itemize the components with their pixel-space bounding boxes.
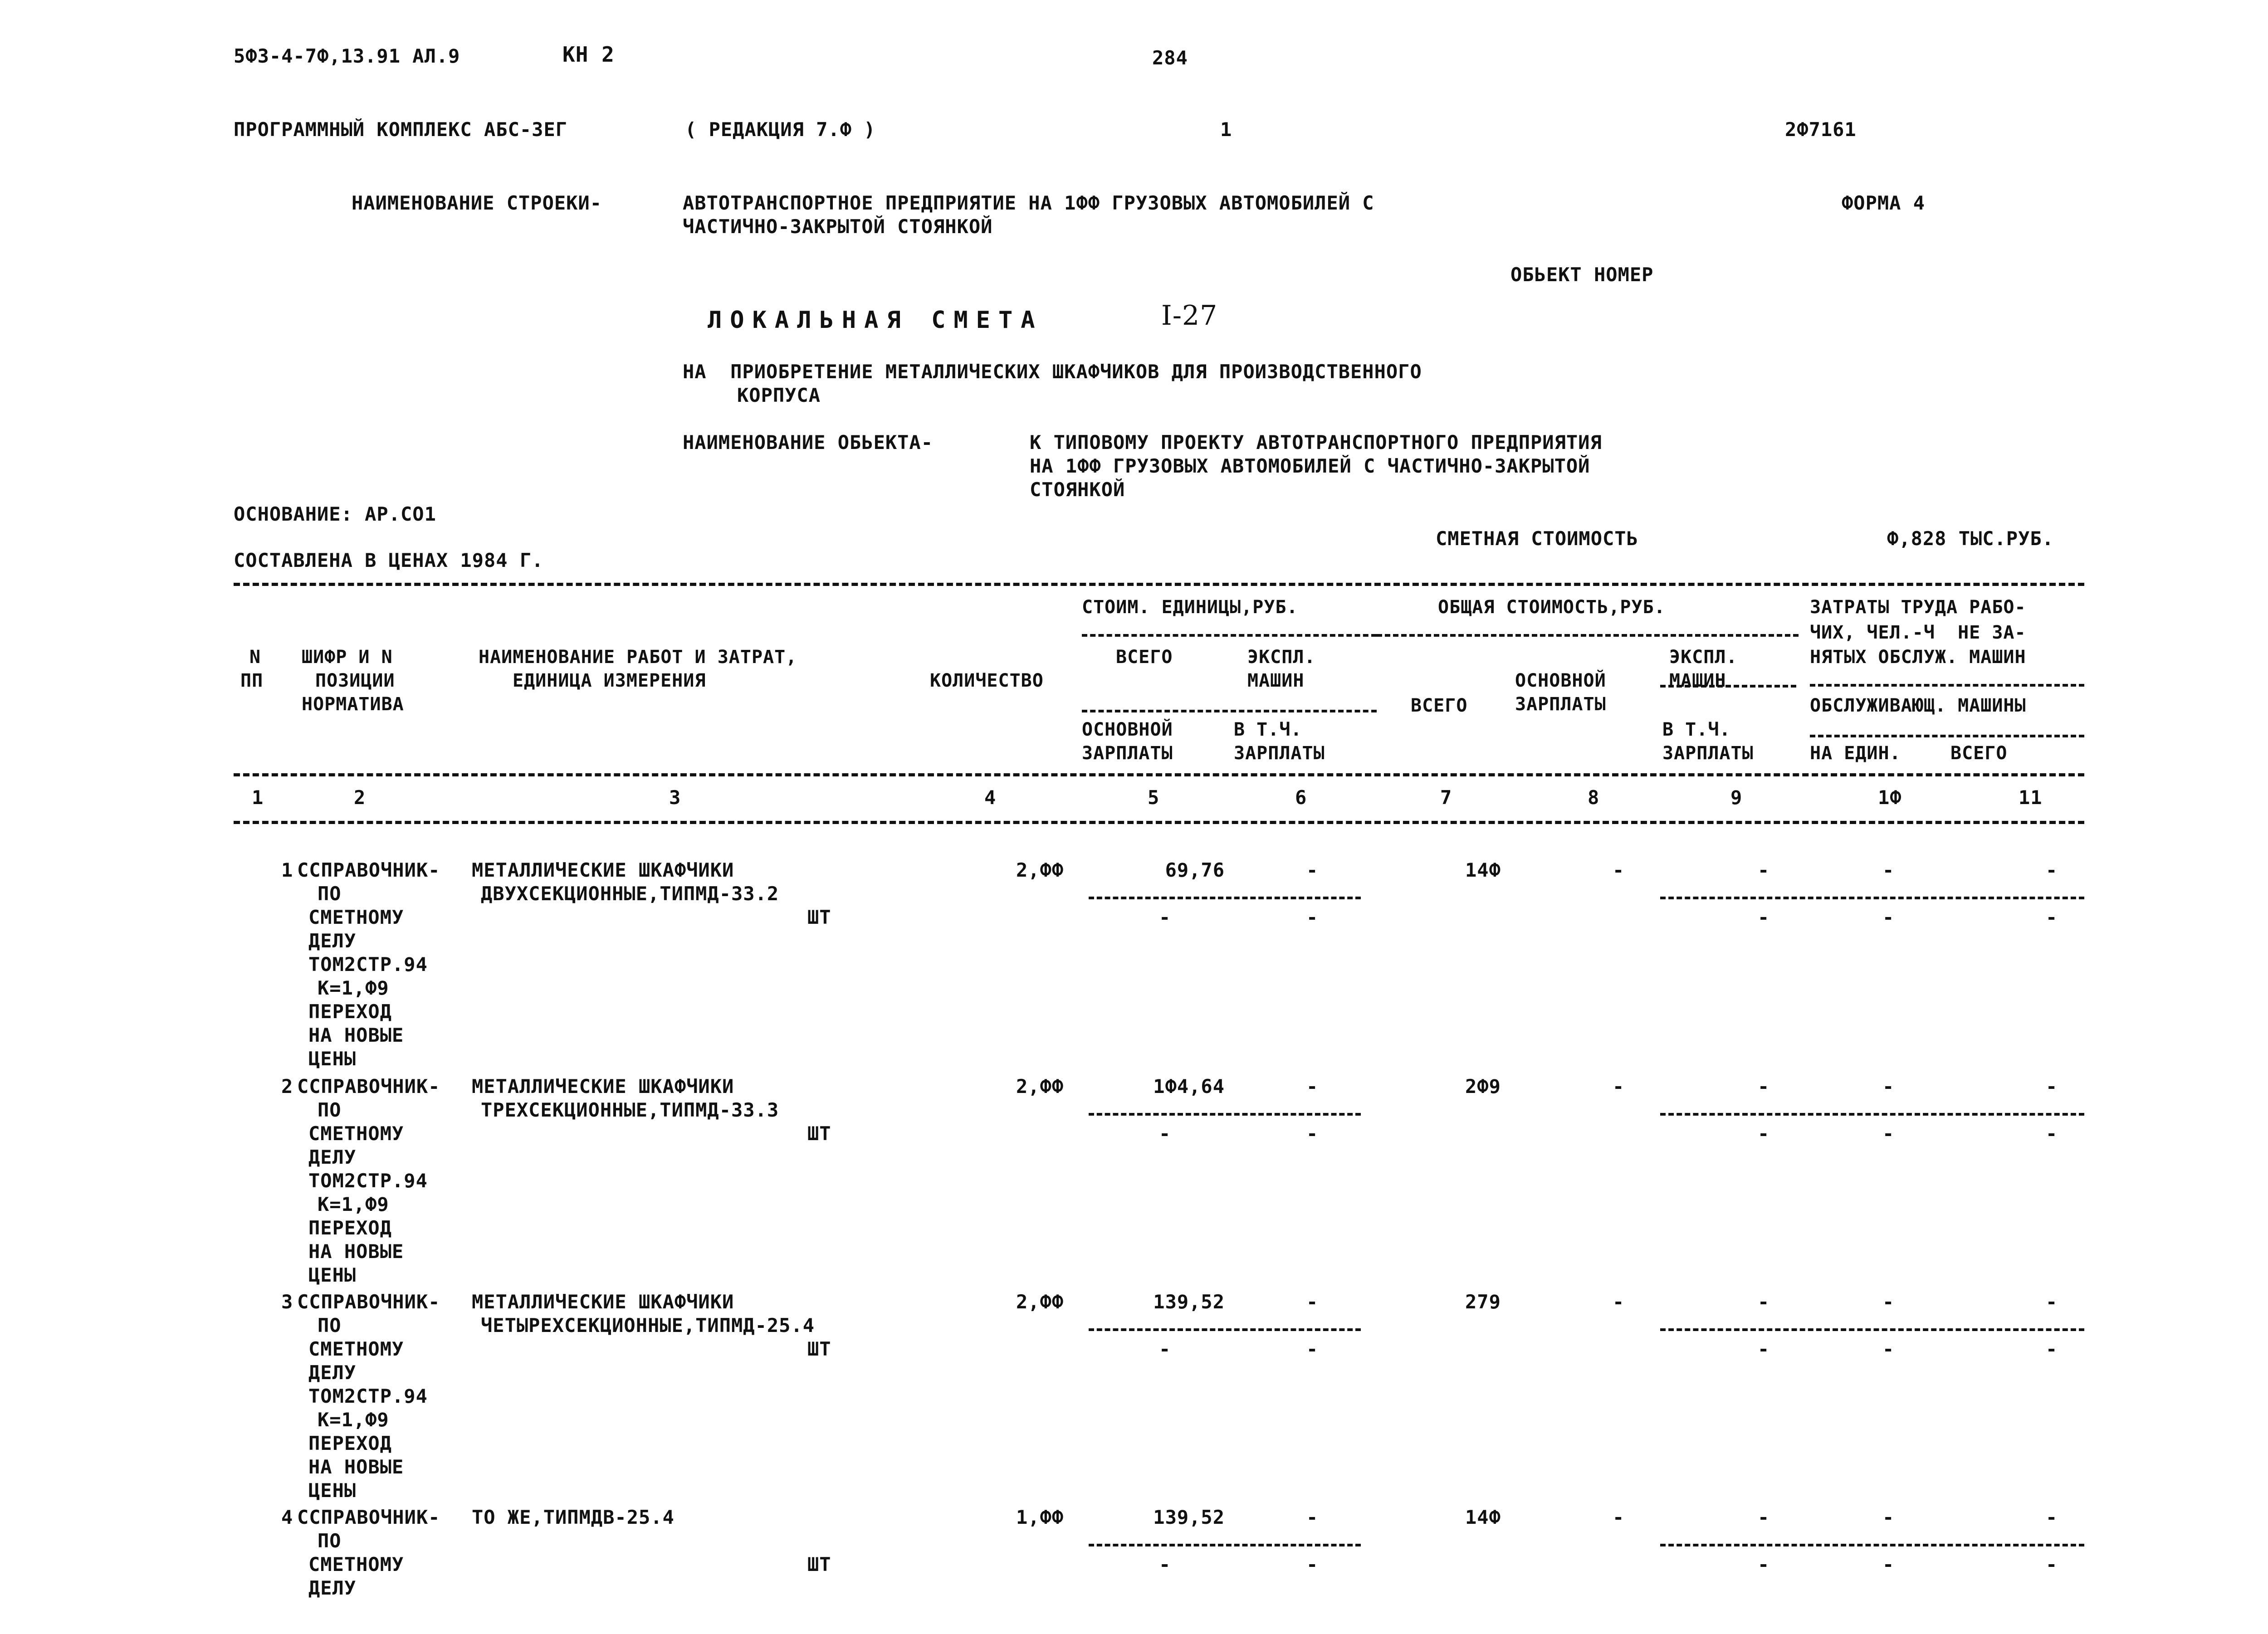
row-rule [1089, 1113, 1361, 1116]
row-rule [1660, 897, 2084, 899]
row-total: 2Ф9 [1465, 1075, 1501, 1097]
row-item-name: МЕТАЛЛИЧЕСКИЕ ШКАФЧИКИ [472, 859, 734, 881]
program-name: ПРОГРАММНЫЙ КОМПЛЕКС АБС-ЗЕГ [234, 118, 568, 141]
subject-line1: НА ПРИОБРЕТЕНИЕ МЕТАЛЛИЧЕСКИХ ШКАФЧИКОВ ДЛЯ ПРОИЗВОДСТВЕННОГО [683, 361, 1422, 383]
row-number: 2 [281, 1075, 293, 1097]
col-labor-line3: НЯТЫХ ОБСЛУЖ. МАШИН [1810, 647, 2026, 668]
row-number: 1 [281, 859, 293, 881]
row-source-line: ССПРАВОЧНИК- [297, 1291, 440, 1313]
column-number: 8 [1588, 786, 1600, 809]
col-total-basic-line1: ОСНОВНОЙ [1515, 670, 1606, 691]
program-edition: ( РЕДАКЦИЯ 7.Ф ) [685, 118, 876, 141]
subject-line2: КОРПУСА [737, 384, 821, 406]
row-source-line: ЦЕНЫ [308, 1048, 357, 1070]
row-rule [1660, 1544, 2084, 1546]
row-quantity: 2,ФФ [1016, 1291, 1064, 1313]
row-labor-total-lower: - [2046, 1338, 2058, 1360]
basis: ОСНОВАНИЕ: АР.СО1 [234, 503, 436, 525]
row-unit: ШТ [807, 1338, 831, 1360]
row-total-incl: - [1758, 1338, 1770, 1360]
row-total-basic: - [1613, 859, 1625, 881]
row-total-incl: - [1758, 1122, 1770, 1145]
col-unit-expl-line2: МАШИН [1247, 670, 1305, 691]
column-number: 4 [984, 786, 997, 809]
col-labor-unit: НА ЕДИН. [1810, 743, 1901, 764]
col-total-expl-line2: МАШИН [1669, 670, 1726, 691]
col-cipher-line1: ШИФР И N [302, 647, 393, 668]
row-unit-incl: - [1306, 1122, 1319, 1145]
col-unit-basic-line1: ОСНОВНОЙ [1082, 719, 1173, 740]
row-total: 279 [1465, 1291, 1501, 1313]
col-cipher-line2: ПОЗИЦИИ [315, 670, 395, 691]
row-unit-basic: - [1159, 1338, 1171, 1360]
construction-name-line2: ЧАСТИЧНО-ЗАКРЫТОЙ СТОЯНКОЙ [683, 215, 993, 238]
estimate-number: I-27 [1161, 300, 1218, 332]
row-source-line: ПЕРЕХОД [308, 1432, 392, 1454]
row-labor-total: - [2046, 1506, 2058, 1528]
row-source-line: К=1,Ф9 [318, 1409, 389, 1431]
header-rule [234, 821, 2084, 824]
row-unit-expl: - [1306, 1291, 1319, 1313]
row-total-expl: - [1758, 859, 1770, 881]
col-n: N [249, 647, 261, 668]
row-total-basic: - [1613, 1291, 1625, 1313]
row-rule [1089, 1328, 1361, 1331]
row-unit-incl: - [1306, 906, 1319, 928]
row-total: 14Ф [1465, 859, 1501, 881]
row-number: 4 [281, 1506, 293, 1528]
row-unit-incl: - [1306, 1338, 1319, 1360]
row-labor-total: - [2046, 1291, 2058, 1313]
row-item-name: МЕТАЛЛИЧЕСКИЕ ШКАФЧИКИ [472, 1291, 734, 1313]
column-number: 2 [354, 786, 366, 809]
object-name-line3: СТОЯНКОЙ [1030, 478, 1125, 501]
row-unit-basic: - [1159, 1122, 1171, 1145]
row-total-expl: - [1758, 1075, 1770, 1097]
row-source-line: НА НОВЫЕ [308, 1024, 404, 1046]
col-unit-basic-line2: ЗАРПЛАТЫ [1082, 743, 1173, 764]
row-source-line: ПО [318, 1314, 342, 1336]
cost-label: СМЕТНАЯ СТОИМОСТЬ [1436, 527, 1638, 550]
col-total-all: ВСЕГО [1411, 695, 1468, 716]
row-unit-total: 1Ф4,64 [1153, 1075, 1225, 1097]
col-labor-line4: ОБСЛУЖИВАЮЩ. МАШИНЫ [1810, 695, 2026, 716]
row-source-line: ПО [318, 883, 342, 905]
row-total-basic: - [1613, 1506, 1625, 1528]
row-unit: ШТ [807, 1122, 831, 1145]
col-cipher-line3: НОРМАТИВА [302, 694, 404, 715]
col-total-cost: ОБЩАЯ СТОИМОСТЬ,РУБ. [1438, 597, 1666, 618]
col-name-line1: НАИМЕНОВАНИЕ РАБОТ И ЗАТРАТ, [479, 647, 797, 668]
row-source-line: ССПРАВОЧНИК- [297, 859, 440, 881]
construction-name-line1: АВТОТРАНСПОРТНОЕ ПРЕДПРИЯТИЕ НА 1ФФ ГРУЗОВЫХ АВТОМОБИЛЕЙ С [683, 192, 1374, 214]
prices-basis: СОСТАВЛЕНА В ЦЕНАХ 1984 Г. [234, 549, 544, 571]
col-pp: ПП [240, 670, 264, 691]
row-labor-unit-lower: - [1882, 1338, 1895, 1360]
doc-code: 2Ф7161 [1785, 118, 1857, 141]
row-source-line: НА НОВЫЕ [308, 1456, 404, 1478]
row-source-line: К=1,Ф9 [318, 977, 389, 999]
page-number: 284 [1152, 47, 1188, 69]
col-labor-total: ВСЕГО [1950, 743, 2008, 764]
book-label: КН 2 [562, 42, 615, 67]
row-labor-unit: - [1882, 1075, 1895, 1097]
row-labor-total: - [2046, 1075, 2058, 1097]
header-rule [234, 773, 2084, 776]
row-unit-incl: - [1306, 1553, 1319, 1575]
row-item-name-line2: ТРЕХСЕКЦИОННЫЕ,ТИПМД-33.3 [481, 1099, 779, 1121]
row-source-line: СМЕТНОМУ [308, 1338, 404, 1360]
row-source-line: ДЕЛУ [308, 1361, 357, 1384]
row-unit-expl: - [1306, 859, 1319, 881]
column-number: 5 [1148, 786, 1160, 809]
row-unit: ШТ [807, 906, 831, 928]
row-labor-total-lower: - [2046, 1553, 2058, 1575]
row-labor-unit-lower: - [1882, 906, 1895, 928]
col-total-incl-line2: ЗАРПЛАТЫ [1662, 743, 1754, 764]
column-number: 9 [1730, 786, 1743, 809]
row-quantity: 2,ФФ [1016, 859, 1064, 881]
doc-ref: 5Ф3-4-7Ф,13.91 АЛ.9 [234, 45, 460, 67]
row-item-name-line2: ДВУХСЕКЦИОННЫЕ,ТИПМД-33.2 [481, 883, 779, 905]
row-rule [1660, 1113, 2084, 1116]
column-number: 1Ф [1878, 786, 1902, 809]
row-unit-expl: - [1306, 1075, 1319, 1097]
column-number: 7 [1440, 786, 1452, 809]
header-rule [1660, 685, 1796, 688]
object-name-line1: К ТИПОВОМУ ПРОЕКТУ АВТОТРАНСПОРТНОГО ПРЕДПРИЯТИЯ [1030, 431, 1602, 454]
row-source-line: ПЕРЕХОД [308, 1000, 392, 1023]
cost-value: Ф,828 ТЫС.РУБ. [1887, 527, 2054, 550]
row-source-line: СМЕТНОМУ [308, 906, 404, 928]
column-number: 6 [1295, 786, 1307, 809]
row-unit-basic: - [1159, 1553, 1171, 1575]
row-source-line: НА НОВЫЕ [308, 1240, 404, 1263]
col-total-incl-line1: В Т.Ч. [1662, 719, 1731, 740]
row-total-incl: - [1758, 1553, 1770, 1575]
row-quantity: 1,ФФ [1016, 1506, 1064, 1528]
row-unit-expl: - [1306, 1506, 1319, 1528]
col-quantity: КОЛИЧЕСТВО [930, 670, 1044, 691]
row-source-line: ПО [318, 1099, 342, 1121]
row-source-line: ДЕЛУ [308, 930, 357, 952]
row-source-line: ПО [318, 1530, 342, 1552]
object-number-label: ОБЬЕКТ НОМЕР [1510, 263, 1654, 286]
col-name-line2: ЕДИНИЦА ИЗМЕРЕНИЯ [513, 670, 706, 691]
row-unit-total: 69,76 [1165, 859, 1225, 881]
col-total-expl-line1: ЭКСПЛ. [1669, 647, 1738, 668]
row-rule [1660, 1328, 2084, 1331]
row-unit-total: 139,52 [1153, 1506, 1225, 1528]
row-source-line: СМЕТНОМУ [308, 1553, 404, 1575]
row-source-line: ПЕРЕХОД [308, 1217, 392, 1239]
header-rule [1377, 634, 1799, 637]
row-total-incl: - [1758, 906, 1770, 928]
row-total-basic: - [1613, 1075, 1625, 1097]
row-labor-unit-lower: - [1882, 1553, 1895, 1575]
row-source-line: ЦЕНЫ [308, 1479, 357, 1502]
row-unit: ШТ [807, 1553, 831, 1575]
row-total-expl: - [1758, 1506, 1770, 1528]
row-source-line: ТОМ2СТР.94 [308, 1170, 428, 1192]
row-labor-unit: - [1882, 859, 1895, 881]
row-source-line: ТОМ2СТР.94 [308, 953, 428, 976]
row-rule [1089, 897, 1361, 899]
form-label: ФОРМА 4 [1842, 192, 1926, 214]
row-source-line: К=1,Ф9 [318, 1193, 389, 1215]
row-number: 3 [281, 1291, 293, 1313]
row-total-expl: - [1758, 1291, 1770, 1313]
col-unit-expl-line1: ЭКСПЛ. [1247, 647, 1316, 668]
row-item-name-line2: ЧЕТЫРЕХСЕКЦИОННЫЕ,ТИПМД-25.4 [481, 1314, 815, 1336]
row-labor-total: - [2046, 859, 2058, 881]
row-source-line: ДЕЛУ [308, 1146, 357, 1168]
row-source-line: ССПРАВОЧНИК- [297, 1075, 440, 1097]
row-labor-unit: - [1882, 1291, 1895, 1313]
row-total: 14Ф [1465, 1506, 1501, 1528]
row-rule [1089, 1544, 1361, 1546]
header-rule [1082, 710, 1377, 712]
row-labor-unit-lower: - [1882, 1122, 1895, 1145]
row-quantity: 2,ФФ [1016, 1075, 1064, 1097]
col-unit-incl-line1: В Т.Ч. [1234, 719, 1302, 740]
construction-label: НАИМЕНОВАНИЕ СТРОЕКИ- [352, 192, 602, 214]
row-item-name: ТО ЖЕ,ТИПМДВ-25.4 [472, 1506, 675, 1528]
row-labor-total-lower: - [2046, 906, 2058, 928]
col-total-basic-line2: ЗАРПЛАТЫ [1515, 694, 1606, 715]
header-rule [1082, 634, 1377, 637]
col-unit-cost: СТОИМ. ЕДИНИЦЫ,РУБ. [1082, 597, 1298, 618]
column-number: 11 [2019, 786, 2043, 809]
header-rule [1810, 735, 2084, 737]
object-label: НАИМЕНОВАНИЕ ОБЬЕКТА- [683, 431, 934, 454]
col-labor-line2: ЧИХ, ЧЕЛ.-Ч НЕ ЗА- [1810, 622, 2026, 643]
row-source-line: ЦЕНЫ [308, 1264, 357, 1286]
row-source-line: ДЕЛУ [308, 1577, 357, 1599]
row-item-name: МЕТАЛЛИЧЕСКИЕ ШКАФЧИКИ [472, 1075, 734, 1097]
column-number: 1 [252, 786, 264, 809]
object-name-line2: НА 1ФФ ГРУЗОВЫХ АВТОМОБИЛЕЙ С ЧАСТИЧНО-ЗАКРЫТОЙ [1030, 455, 1590, 477]
table-top-rule [234, 583, 2084, 586]
col-unit-incl-line2: ЗАРПЛАТЫ [1234, 743, 1325, 764]
row-source-line: СМЕТНОМУ [308, 1122, 404, 1145]
col-unit-total: ВСЕГО [1116, 647, 1173, 668]
header-rule [1810, 684, 2084, 687]
document-title: ЛОКАЛЬНАЯ СМЕТА [708, 307, 1043, 334]
sheet-number: 1 [1220, 118, 1232, 141]
row-labor-unit: - [1882, 1506, 1895, 1528]
row-unit-total: 139,52 [1153, 1291, 1225, 1313]
column-number: 3 [669, 786, 681, 809]
row-source-line: ТОМ2СТР.94 [308, 1385, 428, 1407]
row-unit-basic: - [1159, 906, 1171, 928]
row-source-line: ССПРАВОЧНИК- [297, 1506, 440, 1528]
row-labor-total-lower: - [2046, 1122, 2058, 1145]
col-labor-line1: ЗАТРАТЫ ТРУДА РАБО- [1810, 597, 2026, 618]
